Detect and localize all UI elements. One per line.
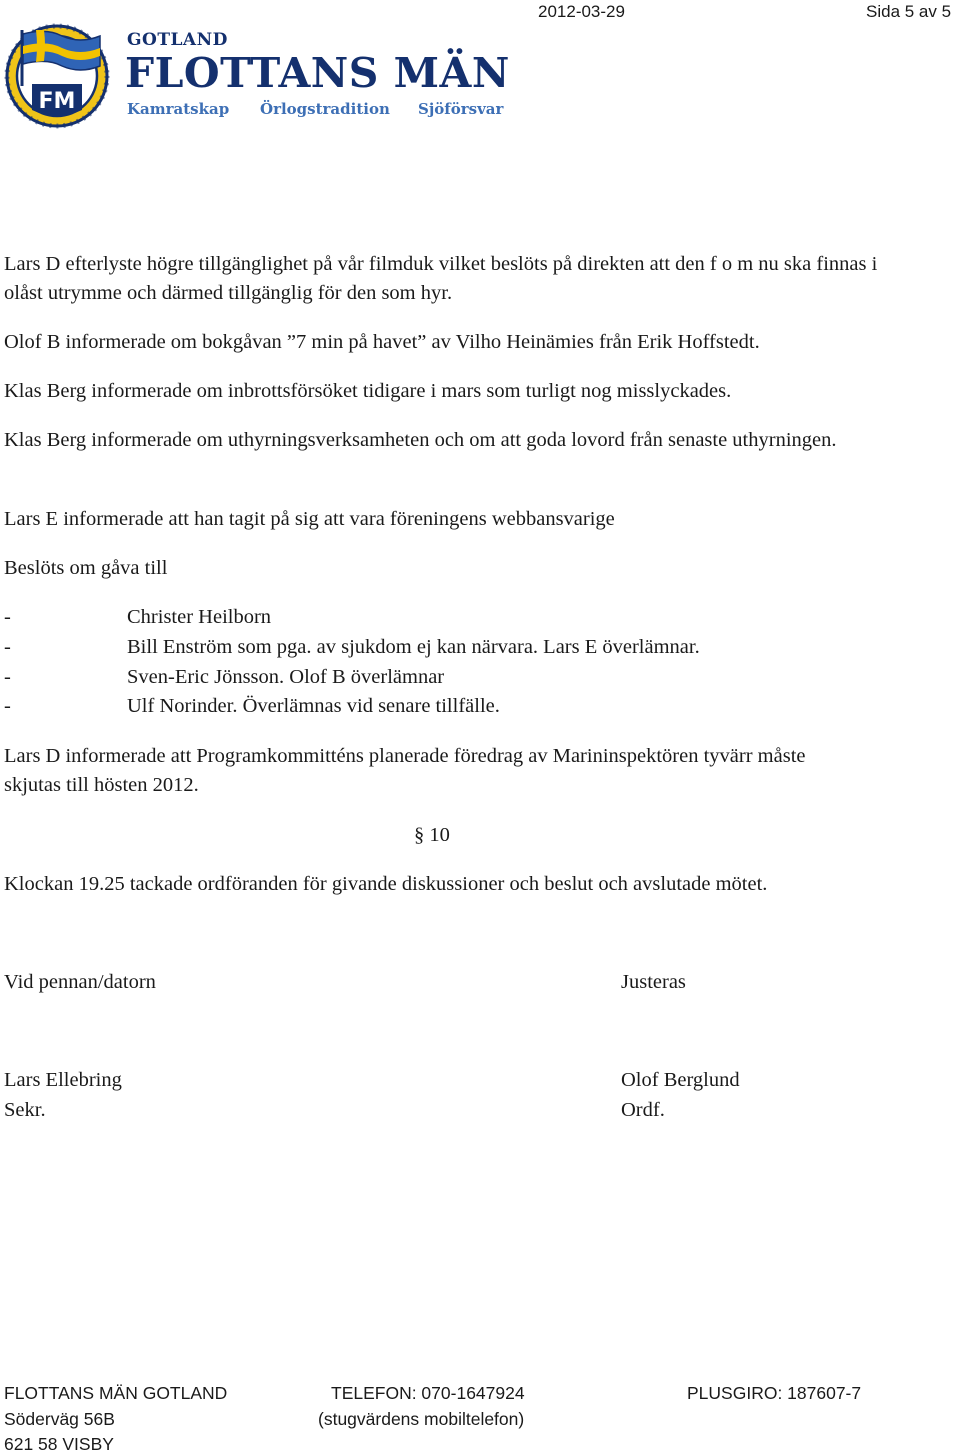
- paragraph-gava: Beslöts om gåva till: [4, 557, 168, 579]
- paragraph-inbrott: Klas Berg informerade om inbrottsförsöket tidigare i mars som turligt nog misslyckades.: [4, 380, 732, 402]
- footer-plusgiro: PLUSGIRO: 187607-7: [687, 1383, 862, 1403]
- list-dash: -: [4, 636, 11, 658]
- list-item: Bill Enström som pga. av sjukdom ej kan närvara. Lars E överlämnar.: [127, 636, 700, 658]
- paragraph-filmduk: Lars D efterlyste högre tillgänglighet på vår filmduk vilket beslöts på direkten att den f o m nu ska finnas i olåst utrymme och därmed tillgänglig för den som hyr.: [4, 253, 878, 304]
- signature-left-name: Lars Ellebring: [4, 1069, 122, 1091]
- list-item: Christer Heilborn: [127, 606, 272, 628]
- footer-city: 621 58 VISBY: [4, 1434, 114, 1454]
- signature-left-heading: Vid pennan/datorn: [4, 971, 156, 993]
- tagline-sjoforsvar: Sjöförsvar: [418, 100, 504, 118]
- footer-phone: TELEFON: 070-1647924: [331, 1383, 525, 1403]
- page-number: Sida 5 av 5: [866, 2, 952, 21]
- signature-left-role: Sekr.: [4, 1099, 46, 1121]
- brand-region: GOTLAND: [127, 30, 228, 50]
- signature-right-heading: Justeras: [621, 971, 686, 993]
- paragraph-marininspektor: Lars D informerade att Programkommitténs planerade föredrag av Marininspektören tyvärr måste skjutas till hösten 2012.: [4, 745, 806, 796]
- footer-phone-note: (stugvärdens mobiltelefon): [318, 1409, 525, 1429]
- signature-right-role: Ordf.: [621, 1099, 665, 1121]
- section-heading: § 10: [414, 824, 450, 846]
- emblem-badge-text: FM: [38, 89, 76, 114]
- closing-paragraph: Klockan 19.25 tackade ordföranden för givande diskussioner och beslut och avslutade mötet.: [4, 873, 768, 895]
- footer-street: Söderväg 56B: [4, 1409, 115, 1429]
- list-dash: -: [4, 606, 11, 628]
- flottans-man-emblem: [2, 18, 112, 130]
- list-dash: -: [4, 666, 11, 688]
- document-date: 2012-03-29: [538, 2, 625, 21]
- list-dash: -: [4, 695, 11, 717]
- brand-name: FLOTTANS MÄN: [125, 49, 510, 97]
- paragraph-bokgava: Olof B informerade om bokgåvan ”7 min på havet” av Vilho Heinämies från Erik Hoffstedt.: [4, 331, 760, 353]
- footer-org: FLOTTANS MÄN GOTLAND: [4, 1383, 228, 1403]
- list-item: Sven-Eric Jönsson. Olof B överlämnar: [127, 666, 445, 688]
- paragraph-uthyrning: Klas Berg informerade om uthyrningsverksamheten och om att goda lovord från senaste uthyrningen.: [4, 429, 837, 451]
- signature-right-name: Olof Berglund: [621, 1069, 740, 1091]
- paragraph-webbansvarig: Lars E informerade att han tagit på sig att vara föreningens webbansvarige: [4, 508, 615, 530]
- tagline-kamratskap: Kamratskap: [127, 100, 230, 118]
- tagline-orlogstradition: Örlogstradition: [260, 100, 390, 118]
- list-item: Ulf Norinder. Överlämnas vid senare tillfälle.: [127, 695, 500, 717]
